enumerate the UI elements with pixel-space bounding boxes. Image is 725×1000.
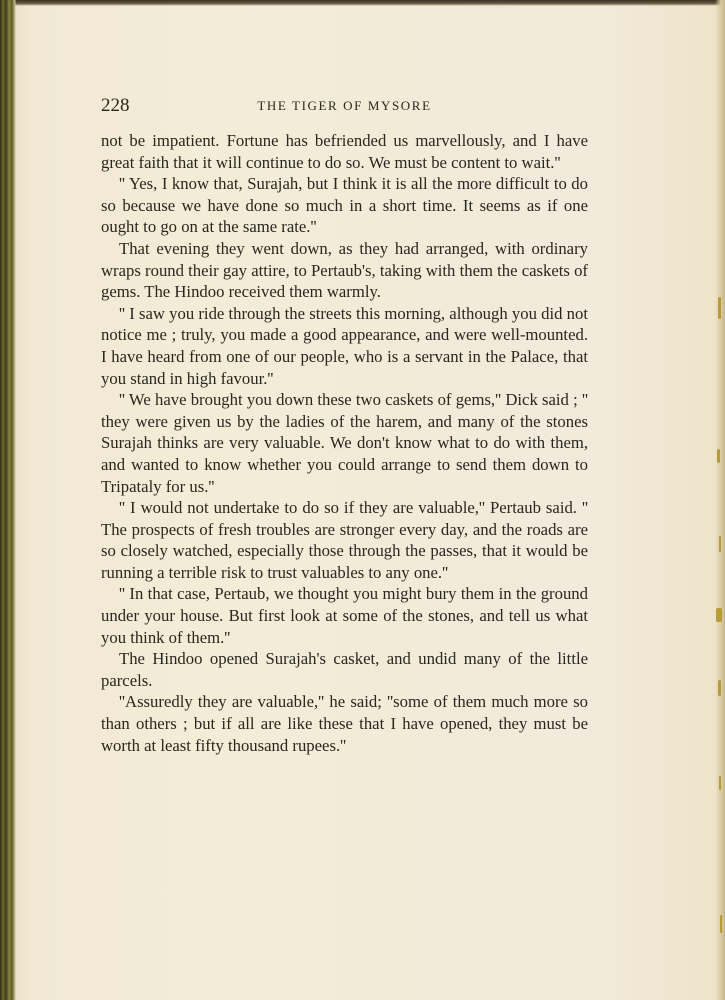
page-header <box>101 95 588 119</box>
paragraph: '' We have brought you down these two caskets of gems,'' Dick said ; '' they were given us by the ladies of the harem, and many of the stones Surajah thinks are very valuable. We don't know what to do with them, and wanted to know whether you could arrange to send them down to Tripataly for us.'' <box>101 390 588 496</box>
paragraph: That evening they went down, as they had arranged, with ordinary wraps round their gay attire, to Pertaub's, taking with them the caskets of gems. The Hindoo received them warmly. <box>101 238 588 302</box>
page-stain-mark <box>719 776 721 790</box>
page-top-edge <box>0 0 725 6</box>
paragraph: ''Assuredly they are valuable,'' he said; ''some of them much more so than others ; but if all are like these that I have opened, they must be worth at least fifty thousand rupees.'' <box>101 692 588 755</box>
paragraph: '' Yes, I know that, Surajah, but I think it is all the more difficult to do so because we have done so much in a short time. It seems as if one ought to go on at the same rate.'' <box>101 174 588 237</box>
page-stain-mark <box>718 297 721 319</box>
page-stain-mark <box>720 915 722 933</box>
running-title: THE TIGER OF MYSORE <box>257 98 432 113</box>
page-stain-mark <box>717 449 720 463</box>
page-stain-mark <box>718 680 721 696</box>
paragraph: '' In that case, Pertaub, we thought you might bury them in the ground under your house. But first look at some of the stones, and tell us what you think of them.'' <box>101 584 588 647</box>
paragraph: '' I would not undertake to do so if they are valuable,'' Pertaub said. '' The prospects of fresh troubles are stronger every day, and the roads are so closely watched, especially those through the passes, that it would be running a terrible risk to trust valuables to any one.'' <box>101 498 588 582</box>
page-right-edge <box>715 0 725 1000</box>
page-stain-mark <box>719 536 721 552</box>
paragraph: The Hindoo opened Surajah's casket, and undid many of the little parcels. <box>101 649 588 690</box>
body-text <box>101 130 588 756</box>
page-stain-mark <box>716 608 722 622</box>
book-spine-edge <box>0 0 16 1000</box>
paragraph: not be impatient. Fortune has befriended us marvellously, and I have great faith that it will continue to do so. We must be content to wait.'' <box>101 131 588 172</box>
paragraph: '' I saw you ride through the streets this morning, although you did not notice me ; truly, you made a good appearance, and were well-mounted. I have heard from one of our people, who is a servant in the Palace, that you stand in high favour.'' <box>101 303 588 388</box>
page-number: 228 <box>101 95 130 116</box>
